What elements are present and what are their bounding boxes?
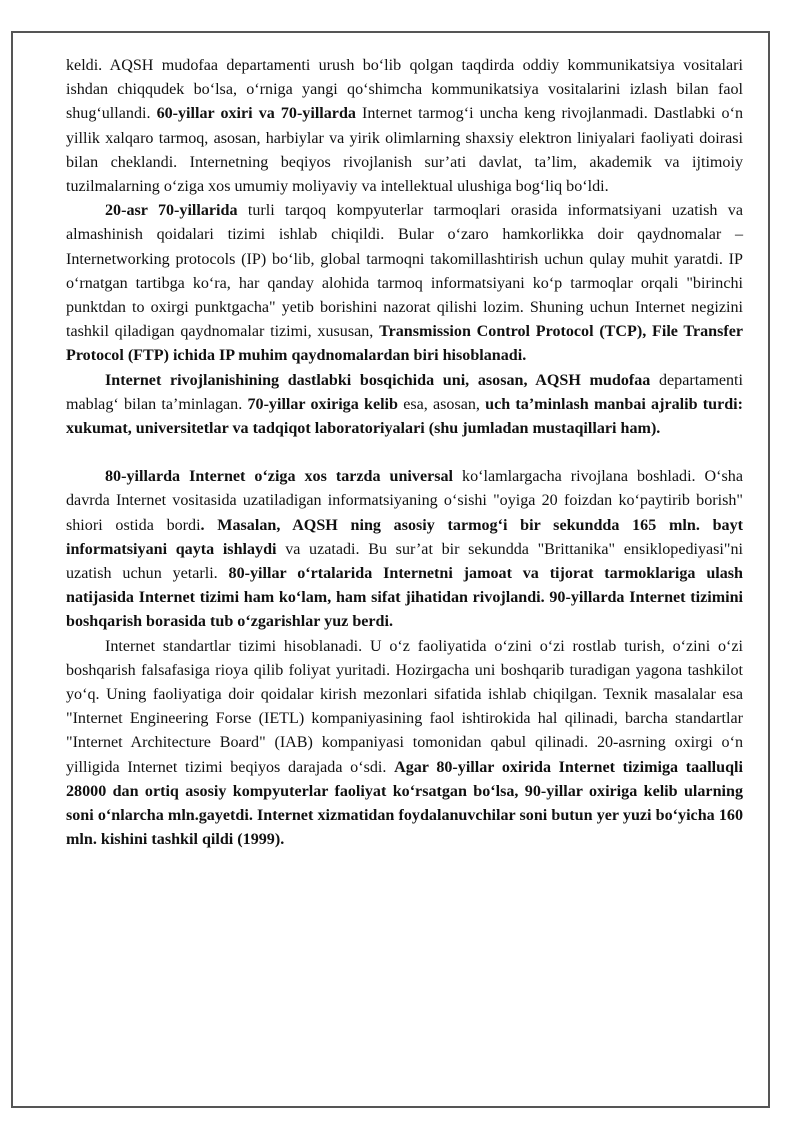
bold-text-run: Internet rivojlanishining dastlabki bosqichida uni, asosan, AQSH mudofaa: [105, 371, 651, 389]
text-run: Internet tarmog‘i uncha keng rivojlanmadi. Dastlabki o‘n yillik xalqaro tarmoq, asosan, harbiylar va yirik olimlarning shaxsiy elektron liniyalari faoliyati doirasi bilan cheklandi. Internetning beqiyos rivojlanish sur’ati davlat, ta’lim, akademik va ijtimoiy tuzilmalarning o‘ziga xos umumiy moliyaviy va intellektual ulushiga bog‘liq bo‘ldi.: [66, 105, 743, 196]
paragraph-4: [66, 465, 743, 634]
text-run: esa, asosan,: [397, 395, 486, 413]
bold-text-run: 80-yillar o‘rtalarida Internetni jamoat va tijorat tarmoklariga ulash natijasida Internet tizimi ham ko‘lam, ham sifat jihatidan rivojlandi. 90-yillarda Internet tizimini boshqarish borasida tub o‘zgarishlar yuz berdi.: [66, 565, 743, 631]
bold-text-run: uch ta’minlash manbai ajralib turdi: xukumat, universitetlar va tadqiqot laboratoriyalari (shu jumladan mustaqillari ham).: [66, 395, 744, 438]
paragraph-3: [66, 369, 743, 442]
bold-text-run: . Masalan, AQSH ning asosiy tarmog‘i bir sekundda 165 mln. bayt informatsiyani qayta ishlaydi: [66, 516, 743, 558]
bold-text-run: 60-yillar oxiri va 70-yillarda: [156, 105, 356, 123]
bold-text-run: Transmission Control Protocol (TCP), File Transfer Protocol (FTP) ichida IP muhim qaydnomalardan biri hisoblanadi.: [66, 323, 743, 365]
text-run: Internet standartlar tizimi hisoblanadi. U o‘z faoliyatida o‘zini o‘zi rostlab turish, o‘zini o‘zi boshqarish falsafasiga rioya qilib foliyat yuritadi. Hozirgacha uni boshqarib turadigan yagona tashkilot yo‘q. Uning faoliyatiga doir qoidalar kirish mezonlari sifatida ishlab chiqilgan. Texnik masalalar esa "Internet Engineering Forse (IETL) kompaniyasining faol ishtirokida hal qilinadi, barcha standartlar "Internet Architecture Board" (IAB) kompaniyasi tomonidan qabul qilinadi. 20-asrning oxirgi o‘n yilligida Internet tizimi beqiyos darajada o‘sdi.: [66, 637, 743, 776]
text-run: departamenti mablag‘ bilan ta’minlagan.: [66, 371, 743, 413]
text-run: keldi. AQSH mudofaa departamenti urush bo‘lib qolgan taqdirda oddiy kommunikatsiya vositalari ishdan chiqqudek bo‘lsa, o‘rniga yangi qo‘shimcha kommunikatsiya vositalarini izlash bilan faol shug‘ullandi.: [66, 57, 743, 123]
text-run: turli tarqoq kompyuterlar tarmoqlari orasida informatsiyani uzatish va almashinish qoidalari tizimi ishlab chiqildi. Bular o‘zaro hamkorlikka doir qaydnomalar – Internetworking protocols (IP) bo‘lib, global tarmoqni takomillashtirish uchun qulay muhit yaratdi. IP o‘rnatgan tartibga ko‘ra, har qanday alohida tarmoq informatsiyani ko‘p tarmoqlar orqali "birinchi punktdan to oxirgi punktgacha" yetib borishini nazorat qilishi lozim. Shuning uchun Internet negizini tashkil qiladigan qaydnomalar tizimi, xususan,: [66, 202, 743, 341]
text-run: va uzatadi. Bu sur’at bir sekundda "Brittanika" ensiklopediyasi"ni uzatish uchun yetarli.: [66, 540, 743, 583]
bold-text-run: 20-asr 70-yillarida: [105, 202, 238, 220]
paragraph-2: [66, 199, 743, 368]
bold-text-run: 70-yillar oxiriga kelib: [247, 395, 398, 413]
paragraph-1: [66, 54, 743, 199]
document-body: [66, 54, 743, 853]
paragraph-5: [66, 635, 743, 853]
bold-text-run: 80-yillarda Internet o‘ziga xos tarzda universal: [105, 468, 454, 486]
bold-text-run: Agar 80-yillar oxirida Internet tizimiga taalluqli 28000 dan ortiq asosiy kompyuterlar faoliyat ko‘rsatgan bo‘lsa, 90-yillar oxiriga kelib ularning soni o‘nlarcha mln.gayetdi. Internet xizmatidan foydalanuvchilar soni butun yer yuzi bo‘yicha 160 mln. kishini tashkil qildi (1999).: [66, 758, 743, 849]
text-run: ko‘lamlargacha rivojlana boshladi. O‘sha davrda Internet vositasida uzatiladigan informatsiyaning o‘sishi "oyiga 20 foizdan ko‘paytirib borish" shiori ostida bordi: [66, 468, 743, 534]
